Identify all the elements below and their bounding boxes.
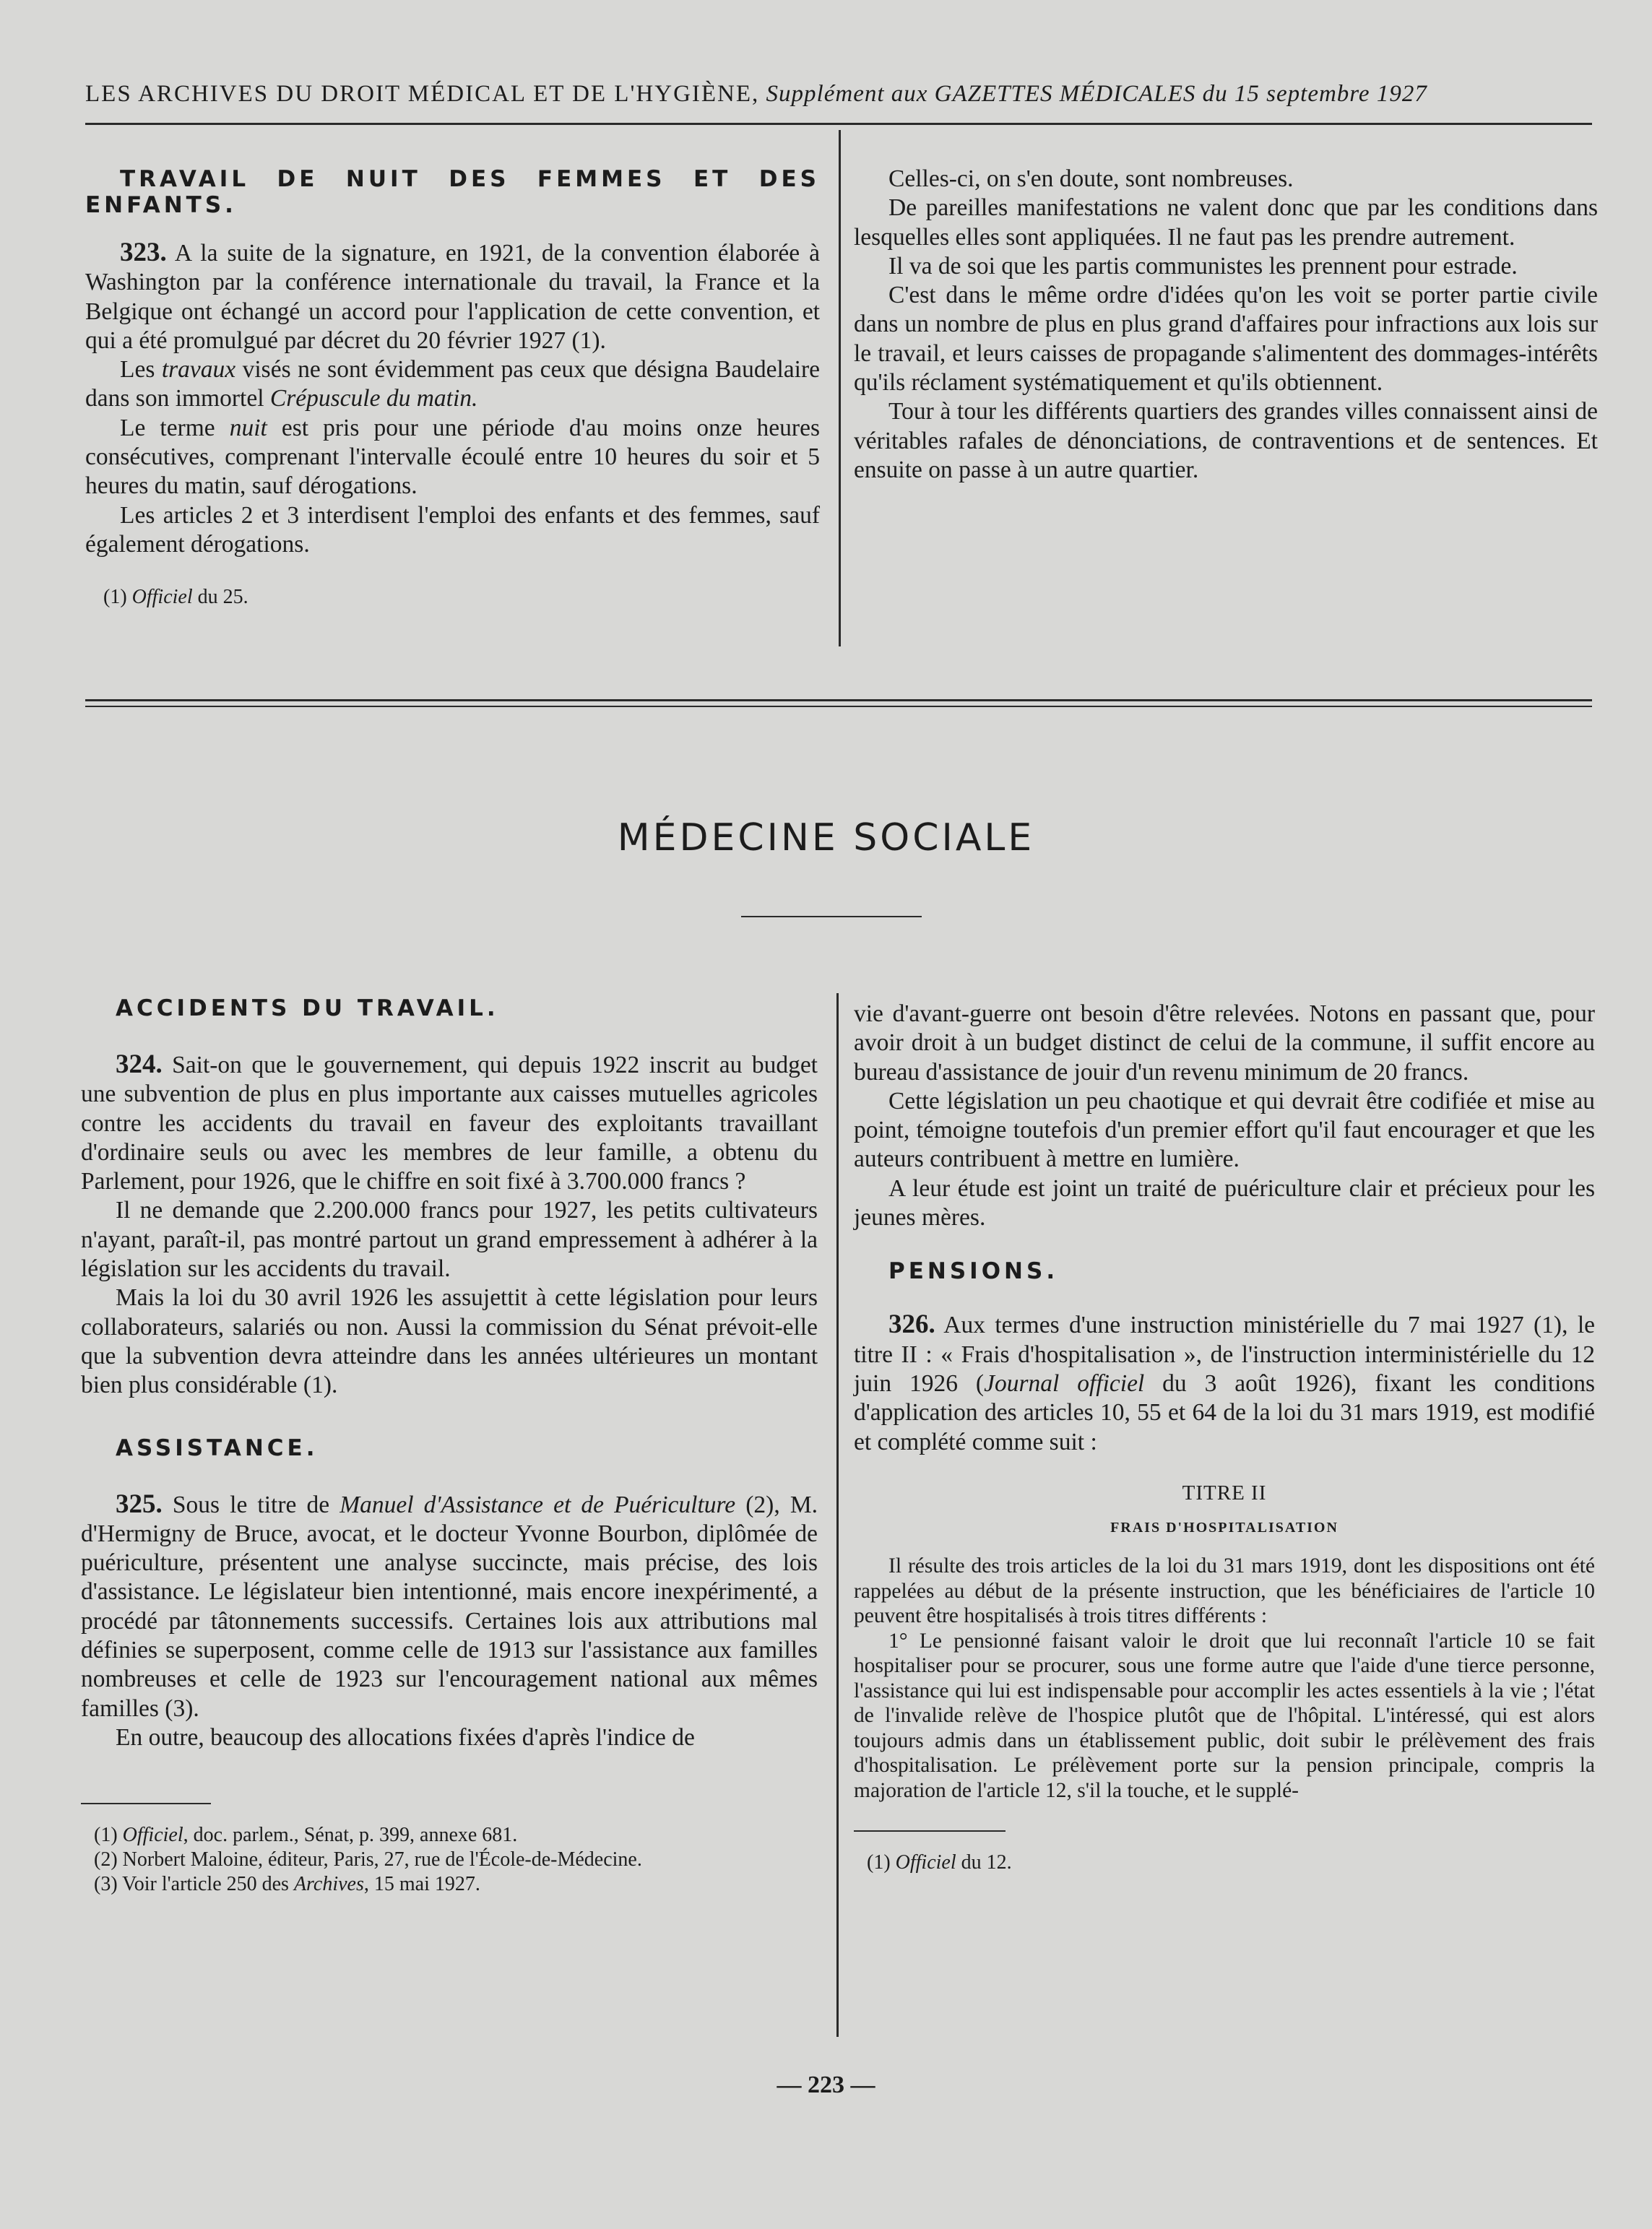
paragraph: Les articles 2 et 3 interdisent l'emploi des enfants et des femmes, sauf également dérogations. — [85, 501, 820, 558]
supplement-line: Supplément aux GAZETTES MÉDICALES du 15 septembre 1927 — [766, 81, 1427, 107]
running-head — [85, 81, 1602, 108]
page-number: — 223 — — [777, 2072, 875, 2098]
section-title: MÉDECINE SOCIALE — [617, 816, 1035, 860]
footnote-rule — [854, 1830, 1006, 1832]
paragraph-325: 325. Sous le titre de Manuel d'Assistance et de Puériculture (2), M. d'Hermigny de Bruce, avocat, et le docteur Yvonne Bourbon, diplômée de puériculture, présentent une analyse succincte, mais précise, des lois d'assistance. Le législateur bien intentionné, mais encore inexpérimenté, a procédé par tâtonnements successifs. Certaines lois aux attributions mal définies se superposent, comme celle de 1913 sur l'assistance aux familles nombreuses et celle de 1923 sur l'encouragement national aux mêmes familles (3). — [81, 1489, 818, 1722]
article-number: 326. — [888, 1310, 935, 1340]
footnote: (1) Officiel du 12. — [867, 1851, 1012, 1874]
paragraph: Les travaux visés ne sont évidemment pas ceux que désigna Baudelaire dans son immortel Crépuscule du matin. — [85, 356, 820, 412]
paragraph-323: 323. A la suite de la signature, en 1921, de la convention élaborée à Washington par la conférence internationale du travail, la France et la Belgique ont échangé un accord pour l'application de cette convention, et qui a été promulgué par décret du 20 février 1927 (1). — [85, 238, 820, 354]
bottom-right-column — [854, 1000, 1595, 1875]
quoted-paragraph: Il résulte des trois articles de la loi du 31 mars 1919, dont les dispositions ont été rappelées au début de la présente instruction, que les bénéficiaires de l'article 10 peuvent être hospitalisés à trois titres différents : — [854, 1554, 1595, 1628]
footnote: (1) Officiel du 25. — [103, 586, 248, 609]
footnote-3: (3) Voir l'article 250 des Archives, 15 mai 1927. — [94, 1873, 480, 1896]
paragraph: Cette législation un peu chaotique et qui devrait être codifiée et mise au point, témoigne toutefois d'un premier effort qu'il faut encourager et que les auteurs contribuent à mettre en lumière. — [854, 1087, 1595, 1173]
footnote-1: (1) Officiel, doc. parlem., Sénat, p. 399, annexe 681. — [94, 1824, 518, 1847]
section-double-rule-bottom — [85, 706, 1592, 707]
article-number: 323. — [120, 238, 167, 267]
paragraph: En outre, beaucoup des allocations fixées d'après l'indice de — [116, 1723, 695, 1751]
journal-title: LES ARCHIVES DU DROIT MÉDICAL ET DE L'HYGIÈNE, — [85, 81, 760, 107]
paragraph-326: 326. Aux termes d'une instruction ministérielle du 7 mai 1927 (1), le titre II : « Frais d'hospitalisation », de l'instruction interministérielle du 12 juin 1926 (Journal officiel du 3 août 1926), fixant les conditions d'application des articles 10, 55 et 64 de la loi du 31 mars 1919, est modifié et complété comme suit : — [854, 1310, 1595, 1455]
paragraph: Il va de soi que les partis communistes les prennent pour estrade. — [888, 252, 1518, 280]
footnote-2: (2) Norbert Maloine, éditeur, Paris, 27, rue de l'École-de-Médecine. — [94, 1848, 642, 1871]
quoted-paragraph: 1° Le pensionné faisant valoir le droit que lui reconnaît l'article 10 se fait hospitaliser pour se procurer, sous une forme autre que l'aide d'une tierce personne, l'assistance qui lui est indispensable pour accomplir les actes essentiels à la vie ; l'état de l'invalide relève de l'hospice plutôt que de l'hôpital. L'intéressé, qui est alors toujours admis dans un établissement public, doit subir le prélèvement des frais d'hospitalisation. Le prélèvement porte sur la pension principale, compris la majoration de l'article 12, s'il la touche, et le supplé- — [854, 1629, 1595, 1802]
bottom-left-column — [81, 995, 818, 1897]
article-number: 325. — [116, 1489, 163, 1519]
top-right-column — [854, 165, 1598, 485]
paragraph: Tour à tour les différents quartiers des grandes villes connaissent ainsi de véritables rafales de dénonciations, de contraventions et de sentences. Et ensuite on passe à un autre quartier. — [854, 398, 1598, 483]
top-column-divider — [839, 130, 841, 646]
titre-heading: TITRE II — [1182, 1481, 1267, 1505]
heading-pensions: PENSIONS. — [888, 1258, 1059, 1285]
section-double-rule-top — [85, 699, 1592, 701]
frais-subheading: FRAIS D'HOSPITALISATION — [1110, 1520, 1339, 1536]
paragraph: Le terme nuit est pris pour une période d'au moins onze heures consécutives, comprenant l'intervalle écoulé entre 10 heures du soir et 5 heures du matin, sauf dérogations. — [85, 414, 820, 500]
bottom-column-divider — [836, 993, 839, 2037]
heading-assistance: ASSISTANCE. — [116, 1434, 319, 1461]
paragraph: A leur étude est joint un traité de puériculture clair et précieux pour les jeunes mères. — [854, 1174, 1595, 1232]
header-rule — [85, 123, 1592, 125]
footnote-rule — [81, 1803, 211, 1804]
paragraph: Il ne demande que 2.200.000 francs pour 1927, les petits cultivateurs n'ayant, paraît-il, pas montré partout un grand empressement à adhérer à la législation sur les accidents du travail. — [81, 1197, 818, 1283]
heading-accidents-du-travail: ACCIDENTS DU TRAVAIL. — [116, 995, 499, 1021]
paragraph: vie d'avant-guerre ont besoin d'être relevées. Notons en passant que, pour avoir droit à un budget distinct de celui de la commune, il suffit encore au bureau d'assistance de jouir d'un revenu minimum de 20 francs. — [854, 1000, 1595, 1086]
top-left-column — [85, 166, 820, 610]
paragraph: Celles-ci, on s'en doute, sont nombreuses. — [888, 165, 1294, 192]
paragraph: C'est dans le même ordre d'idées qu'on les voit se porter partie civile dans un nombre de plus en plus grand d'affaires pour infractions aux lois sur le travail, et leurs caisses de propagande s'alimentent des dommages-intérêts qu'ils réclament systématiquement et qu'ils obtiennent. — [854, 282, 1598, 397]
paragraph-324: 324. Sait-on que le gouvernement, qui depuis 1922 inscrit au budget une subvention de plus en plus importante aux caisses mutuelles agricoles contre les accidents du travail en faveur des exploitants travaillant d'ordinaire seuls ou avec les membres de leur famille, a obtenu du Parlement, pour 1926, que le chiffre en soit fixé à 3.700.000 francs ? — [81, 1049, 818, 1195]
title-underline — [741, 916, 922, 917]
article-number: 324. — [116, 1049, 163, 1079]
paragraph: De pareilles manifestations ne valent donc que par les conditions dans lesquelles elles sont appliquées. Il ne faut pas les prendre autrement. — [854, 194, 1598, 251]
paragraph: Mais la loi du 30 avril 1926 les assujettit à cette législation pour leurs collaborateurs, salariés ou non. Aussi la commission du Sénat prévoit-elle que la subvention devra atteindre dans les années ultérieures un montant bien plus considérable (1). — [81, 1284, 818, 1399]
heading-travail-de-nuit: TRAVAIL DE NUIT DES FEMMES ET DES ENFANTS. — [85, 166, 820, 218]
